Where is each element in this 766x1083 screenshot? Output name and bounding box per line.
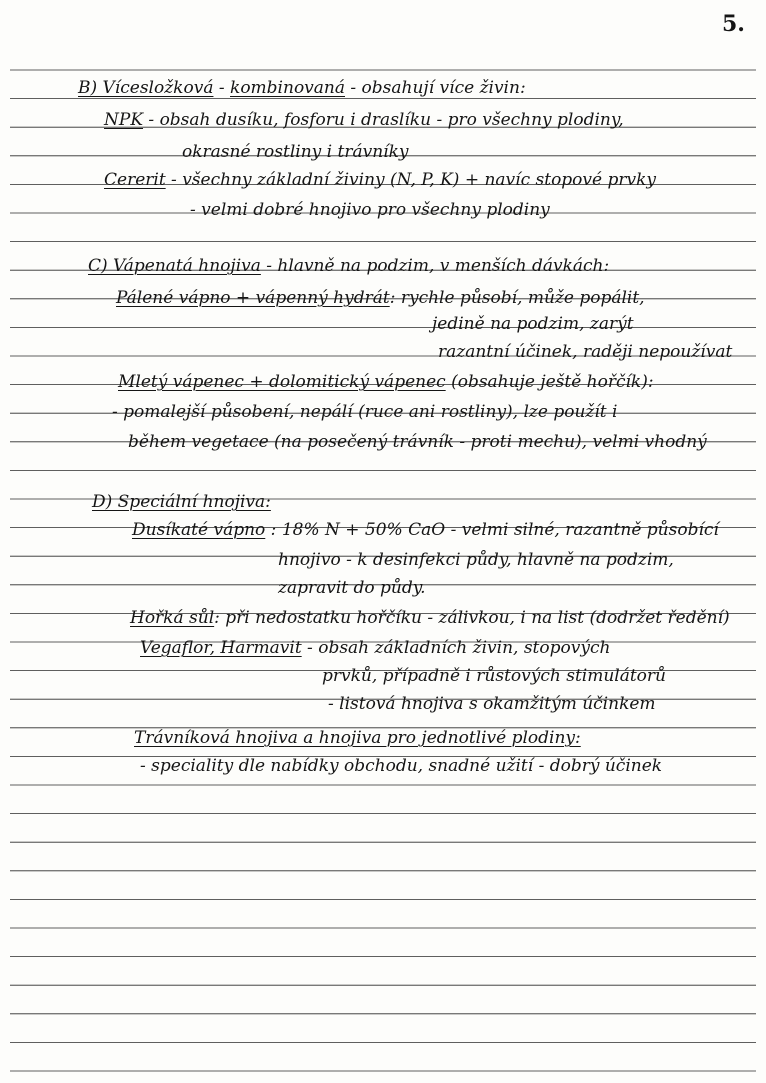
- dusik-text: : 18% N + 50% CaO - velmi silné, razantně působící: [265, 520, 719, 540]
- vegaflor-line: [140, 638, 610, 658]
- vegaflor-label: Vegaflor, Harmavit: [140, 638, 302, 658]
- travnik-text: - speciality dle nabídky obchodu, snadné užití - dobrý účinek: [140, 756, 663, 776]
- npk-line: [104, 110, 624, 130]
- travnik-line: [134, 728, 581, 748]
- ground-lime-label: Mletý vápenec + dolomitický vápenec: [118, 372, 446, 392]
- section-b-dash: -: [213, 78, 231, 98]
- ground-lime-text-3: během vegetace (na posečený trávník - proti mechu), velmi vhodný: [128, 432, 707, 452]
- travnik-label: Trávníková hnojiva a hnojiva pro jednotlivé plodiny:: [134, 728, 581, 748]
- horka-sul-text: : při nedostatku hořčíku - zálivkou, i na list (dodržet ředění): [214, 608, 730, 628]
- vegaflor-text-3: - listová hnojiva s okamžitým účinkem: [328, 694, 656, 714]
- horka-sul-label: Hořká sůl: [130, 608, 215, 628]
- burnt-lime-text: : rychle působí, může popálit,: [389, 288, 645, 308]
- npk-text-2: okrasné rostliny i trávníky: [182, 142, 409, 162]
- burnt-lime-text-3: razantní účinek, raději nepoužívat: [438, 342, 733, 362]
- cererit-label: Cererit: [104, 170, 166, 190]
- npk-text: - obsah dusíku, fosforu i draslíku - pro všechny plodiny,: [143, 110, 624, 130]
- horka-sul-line: [130, 608, 730, 628]
- dusik-text-2: hnojivo - k desinfekci půdy, hlavně na podzim,: [278, 550, 674, 570]
- ground-lime-text-2: - pomalejší působení, nepálí (ruce ani rostliny), lze použít i: [112, 402, 618, 422]
- cererit-line: [104, 170, 656, 190]
- page-number: 5.: [722, 11, 745, 37]
- burnt-lime-label: Pálené vápno + vápenný hydrát: [116, 288, 390, 308]
- ground-lime-text: (obsahuje ještě hořčík):: [445, 372, 654, 392]
- burnt-lime-text-2: jedině na podzim, zarýt: [432, 314, 634, 334]
- npk-label: NPK: [104, 110, 144, 130]
- section-d-heading: [92, 492, 271, 512]
- section-b-term: kombinovaná: [230, 78, 345, 98]
- dusik-label: Dusíkaté vápno: [132, 520, 266, 540]
- section-b-rest: - obsahují více živin:: [345, 78, 526, 98]
- section-c-heading: [88, 256, 609, 276]
- ground-lime-line: [118, 372, 654, 392]
- section-d-label: D) Speciální hnojiva:: [92, 492, 271, 512]
- dusik-text-3: zapravit do půdy.: [278, 578, 426, 598]
- section-c-label: C) Vápenatá hnojiva: [88, 256, 261, 276]
- burnt-lime-line: [116, 288, 645, 308]
- section-b-heading: [78, 78, 526, 98]
- section-c-rest: - hlavně na podzim, v menších dávkách:: [260, 256, 610, 276]
- dusik-line: [132, 520, 719, 540]
- cererit-text: - všechny základní živiny (N, P, K) + navíc stopové prvky: [165, 170, 657, 190]
- section-b-label: B) Vícesložková: [78, 78, 214, 98]
- cererit-text-2: - velmi dobré hnojivo pro všechny plodiny: [190, 200, 550, 220]
- vegaflor-text-2: prvků, případně i růstových stimulátorů: [322, 666, 666, 686]
- vegaflor-text: - obsah základních živin, stopových: [301, 638, 611, 658]
